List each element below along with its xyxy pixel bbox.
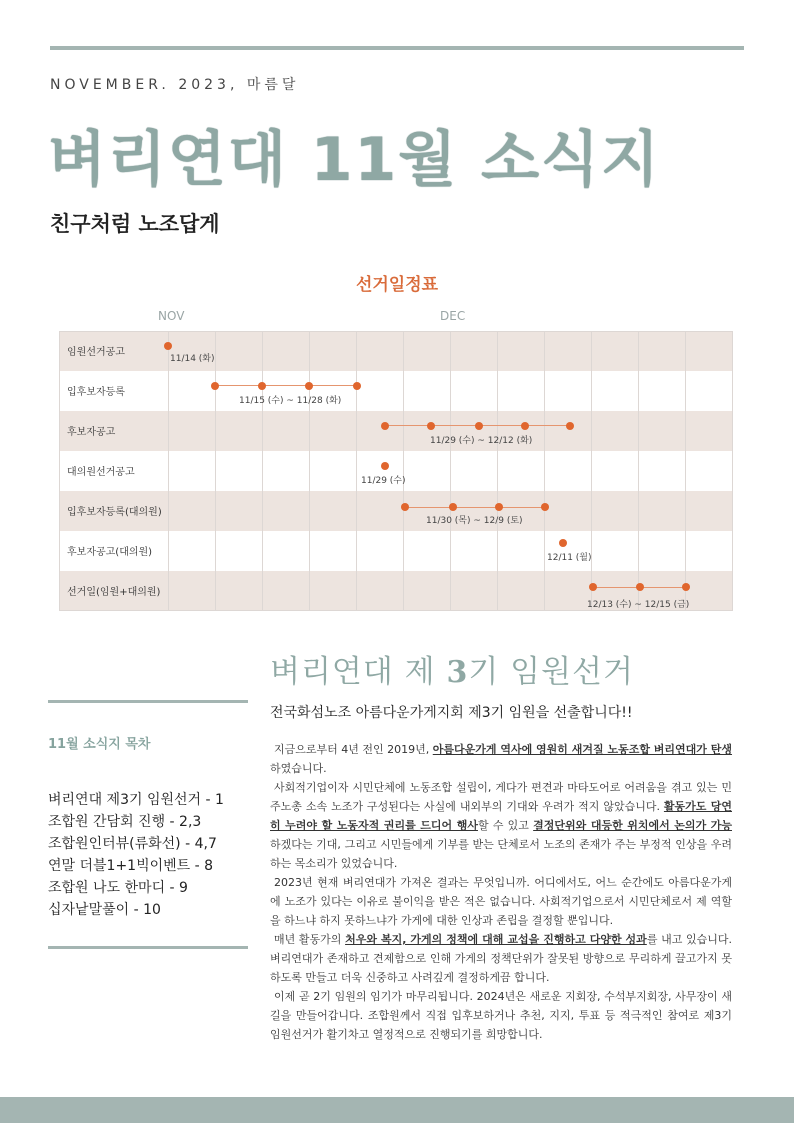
article-paragraph (270, 778, 732, 873)
grid-line (215, 331, 216, 611)
emphasis-text: 아름다운가게 역사에 영원히 새겨질 노동조합 벼리연대가 탄생 (432, 743, 733, 756)
schedule-point (682, 583, 690, 591)
schedule-row (59, 411, 733, 451)
article-paragraph (270, 930, 732, 987)
toc-item[interactable]: 조합원 나도 한마디 - 9 (48, 880, 188, 896)
month-label-nov: NOV (158, 309, 185, 323)
schedule-date-label: 11/14 (화) (170, 354, 215, 364)
schedule-point (427, 422, 435, 430)
grid-line (591, 331, 592, 611)
schedule-range-line (215, 385, 357, 386)
text-run: 사회적기업이자 시민단체에 노동조합 설립이, 게다가 편견과 마타도어로 어려움을 겪고 있는 민주노총 소속 노조가 구성된다는 사실에 내외부의 기대와 우려가 적지 않았습니다. (270, 781, 732, 813)
schedule-point (164, 342, 172, 350)
schedule-grid (59, 331, 733, 611)
schedule-row-label: 후보자공고 (67, 427, 116, 438)
emphasis-text: 결정단위와 대등한 위치에서 논의가 가능 (533, 819, 732, 832)
toc-item[interactable]: 벼리연대 제3기 임원선거 - 1 (48, 792, 224, 808)
schedule-row-label: 후보자공고(대의원) (67, 547, 153, 558)
text-run: 매년 활동가의 (274, 933, 346, 946)
schedule-range-line (405, 507, 545, 508)
article-body (270, 740, 732, 1044)
grid-line (59, 610, 733, 611)
toc-top-rule (48, 700, 248, 703)
toc-item[interactable]: 조합원 간담회 진행 - 2,3 (48, 814, 202, 830)
grid-line (59, 331, 733, 332)
month-label-dec: DEC (440, 309, 466, 323)
grid-line (638, 331, 639, 611)
schedule-point (559, 539, 567, 547)
schedule-point (211, 382, 219, 390)
schedule-row-label: 입후보자등록 (67, 387, 125, 398)
newsletter-slogan: 친구처럼 노조답게 (50, 212, 220, 236)
grid-line (262, 331, 263, 611)
schedule-row-label: 임원선거공고 (67, 347, 125, 358)
issue-date: NOVEMBER. 2023, 마름달 (50, 77, 300, 93)
toc-item[interactable]: 조합원인터뷰(류화선) - 4,7 (48, 836, 217, 852)
schedule-date-label: 11/29 (수) (361, 476, 406, 486)
grid-line (356, 331, 357, 611)
schedule-row (59, 371, 733, 411)
text-run: 지금으로부터 4년 전인 2019년, (274, 743, 433, 756)
schedule-point (353, 382, 361, 390)
newsletter-title: 벼리연대 11월 소식지 (48, 125, 661, 195)
grid-line (309, 331, 310, 611)
article-paragraph: 2023년 현재 벼리연대가 가져온 결과는 무엇입니까. 어디에서도, 어느 순간에도 아름다운가게에 노조가 있다는 이유로 불이익을 받은 적은 없습니다. 사회적기업으로서 시민단체로서 제 역할을 하느냐 하지 못하느냐가 가게에 대한 인상과 존립을 결정할 뿐입니다. (270, 876, 732, 927)
schedule-point (589, 583, 597, 591)
schedule-point (566, 422, 574, 430)
schedule-row (59, 531, 733, 571)
schedule-point (636, 583, 644, 591)
toc-bottom-rule (48, 946, 248, 949)
article-paragraph (270, 740, 732, 778)
text-run: 하였습니다. (270, 762, 327, 775)
schedule-point (521, 422, 529, 430)
schedule-point (381, 422, 389, 430)
grid-line (732, 331, 733, 611)
toc-item[interactable]: 연말 더블1+1빅이벤트 - 8 (48, 858, 214, 874)
toc-item[interactable]: 십자낱말풀이 - 10 (48, 902, 161, 918)
schedule-date-label: 12/13 (수) ~ 12/15 (금) (587, 600, 690, 610)
schedule-date-label: 11/15 (수) ~ 11/28 (화) (239, 396, 342, 406)
text-run: 를 내고 있습니다. 벼리연대가 존재하고 견제함으로 인해 가게의 정책단위가 잘못된 방향으로 무리하게 끌고가지 못하도록 만들고 더욱 신중하고 사려깊게 결정하게끔 합니다. (270, 933, 733, 984)
grid-line (450, 331, 451, 611)
schedule-point (305, 382, 313, 390)
schedule-title: 선거일정표 (355, 275, 439, 295)
text-run: 할 수 있고 (477, 819, 534, 832)
article-heading-number: 3 (446, 655, 469, 690)
schedule-point (381, 462, 389, 470)
article-paragraph: 이제 곧 2기 임원의 임기가 마무리됩니다. 2024년은 새로운 지회장, 수석부지회장, 사무장이 새 길을 만들어갑니다. 조합원께서 직접 입후보하거나 추천, 지지, 투표 등 적극적인 참여로 제3기 임원선거가 활기차고 열정적으로 진행되기를 희망합니다. (270, 990, 732, 1041)
schedule-point (449, 503, 457, 511)
article-lead: 전국화섬노조 아름다운가게지회 제3기 임원을 선출합니다!! (270, 705, 633, 721)
schedule-row (59, 491, 733, 531)
schedule-point (401, 503, 409, 511)
footer-band (0, 1097, 794, 1123)
schedule-row-label: 입후보자등록(대의원) (67, 507, 162, 518)
schedule-row-label: 선거일(임원+대의원) (67, 587, 161, 598)
schedule-date-label: 11/29 (수) ~ 12/12 (화) (430, 436, 533, 446)
schedule-date-label: 12/11 (월) (547, 553, 592, 563)
toc-heading: 11월 소식지 목차 (48, 737, 151, 752)
grid-line (497, 331, 498, 611)
top-rule (50, 46, 744, 50)
schedule-point (541, 503, 549, 511)
schedule-point (495, 503, 503, 511)
schedule-date-label: 11/30 (목) ~ 12/9 (토) (426, 516, 523, 526)
grid-line (544, 331, 545, 611)
schedule-row (59, 331, 733, 371)
article-heading-pre: 벼리연대 제 (270, 654, 447, 690)
grid-line (685, 331, 686, 611)
schedule-point (475, 422, 483, 430)
emphasis-text: 처우와 복지, 가게의 정책에 대해 교섭을 진행하고 다양한 성과 (345, 933, 647, 946)
article-heading-post: 기 임원선거 (468, 654, 634, 690)
schedule-point (258, 382, 266, 390)
emphasis-text: 활동가도 당연히 누려야 할 노동자적 권리를 드디어 행사 (270, 800, 732, 832)
grid-line (59, 331, 60, 611)
text-run: 하겠다는 기대, 그리고 시민들에게 기부를 받는 단체로서 노조의 존재가 주는 부정적 인상을 우려하는 목소리가 있었습니다. (270, 838, 732, 870)
article-heading (270, 646, 634, 691)
grid-line (168, 331, 169, 611)
grid-line (403, 331, 404, 611)
toc-list (48, 789, 224, 921)
schedule-row-label: 대의원선거공고 (67, 467, 135, 478)
